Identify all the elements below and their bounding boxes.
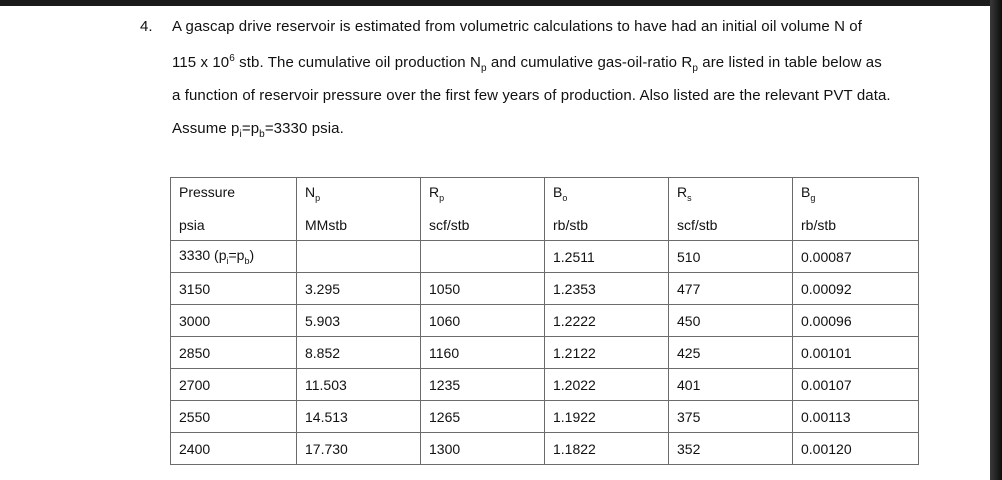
table-cell <box>421 241 545 273</box>
table-cell: 1.1922 <box>545 401 669 433</box>
header-cell: $R_p$ <box>421 178 545 210</box>
table-cell: 2700 <box>171 369 297 401</box>
question-line-1: A gascap drive reservoir is estimated from volumetric calculations to have had an initial oil volume N of <box>172 18 862 35</box>
table-cell: 3150 <box>171 273 297 305</box>
question-line-3: a function of reservoir pressure over the first few years of production. Also listed are the relevant PVT data. <box>172 87 891 104</box>
top-border <box>0 0 1002 6</box>
header-cell: Pressure <box>171 178 297 210</box>
table-cell: 0.00120 <box>793 433 919 465</box>
header-cell: $B_g$ <box>793 178 919 210</box>
table-cell: 1.1822 <box>545 433 669 465</box>
table-cell: 17.730 <box>297 433 421 465</box>
table-cell: 2550 <box>171 401 297 433</box>
right-border <box>990 0 1002 480</box>
table-cell: 425 <box>669 337 793 369</box>
table-cell: 1.2022 <box>545 369 669 401</box>
question-line-2: 115 x $10^6$ stb. The cumulative oil production $N_p$ and cumulative gas-oil-ratio $R_p$ are listed in table below as <box>172 53 882 74</box>
table-row <box>171 401 919 433</box>
table-cell: 1.2122 <box>545 337 669 369</box>
table-cell: 401 <box>669 369 793 401</box>
table-cell: 0.00096 <box>793 305 919 337</box>
header-cell: $R_s$ <box>669 178 793 210</box>
table-row <box>171 273 919 305</box>
header-cell: $N_p$ <box>297 178 421 210</box>
table-cell: 0.00113 <box>793 401 919 433</box>
table-cell: 2400 <box>171 433 297 465</box>
table-cell: 8.852 <box>297 337 421 369</box>
table-cell: 2850 <box>171 337 297 369</box>
pvt-data-table <box>170 177 918 465</box>
table-cell: 510 <box>669 241 793 273</box>
table-cell: 352 <box>669 433 793 465</box>
header-cell: $B_o$ <box>545 178 669 210</box>
table-row <box>171 337 919 369</box>
table-cell: 0.00107 <box>793 369 919 401</box>
table-row <box>171 369 919 401</box>
unit-cell: scf/stb <box>421 209 545 241</box>
table-cell: 1160 <box>421 337 545 369</box>
question-number: 4. <box>140 18 153 35</box>
table-cell <box>297 241 421 273</box>
table-cell: 0.00092 <box>793 273 919 305</box>
table-cell: 3330 $(p_i=p_b)$ <box>171 241 297 273</box>
table-row <box>171 305 919 337</box>
unit-cell: psia <box>171 209 297 241</box>
table-cell: 14.513 <box>297 401 421 433</box>
table-cell: 3.295 <box>297 273 421 305</box>
table-cell: 450 <box>669 305 793 337</box>
table-cell: 11.503 <box>297 369 421 401</box>
table-cell: 0.00101 <box>793 337 919 369</box>
unit-cell: scf/stb <box>669 209 793 241</box>
unit-cell: rb/stb <box>793 209 919 241</box>
table-cell: 1.2222 <box>545 305 669 337</box>
table-cell: 1060 <box>421 305 545 337</box>
unit-cell: MMstb <box>297 209 421 241</box>
header-row <box>171 178 919 210</box>
table-cell: 5.903 <box>297 305 421 337</box>
table-cell: 1.2353 <box>545 273 669 305</box>
table-cell: 3000 <box>171 305 297 337</box>
table-cell: 1265 <box>421 401 545 433</box>
table-cell: 1050 <box>421 273 545 305</box>
table-row <box>171 433 919 465</box>
table-cell: 375 <box>669 401 793 433</box>
question-line-4: Assume $p_i=p_b=3330$ psia. <box>172 120 344 140</box>
unit-cell: rb/stb <box>545 209 669 241</box>
table-cell: 477 <box>669 273 793 305</box>
units-row <box>171 209 919 241</box>
table-cell: 0.00087 <box>793 241 919 273</box>
table-cell: 1.2511 <box>545 241 669 273</box>
table-row <box>171 241 919 273</box>
table-cell: 1235 <box>421 369 545 401</box>
table-cell: 1300 <box>421 433 545 465</box>
